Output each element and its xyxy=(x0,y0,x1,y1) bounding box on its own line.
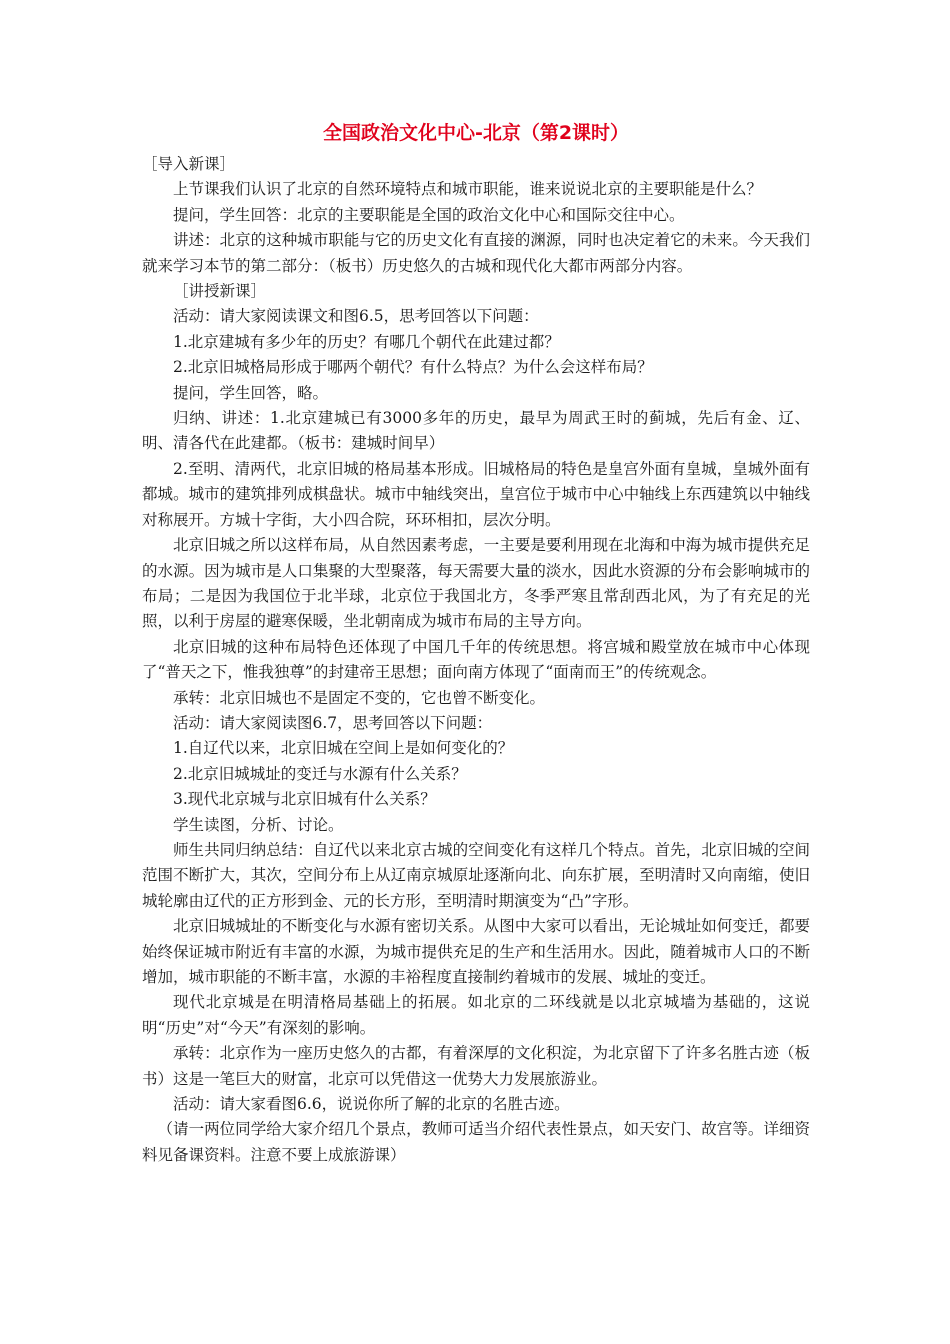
paragraph: 提问，学生回答：北京的主要职能是全国的政治文化中心和国际交往中心。 xyxy=(173,205,685,224)
paragraph: 活动：请大家看图6.6，说说你所了解的北京的名胜古迹。 xyxy=(173,1095,570,1114)
paragraph: 3.现代北京城与北京旧城有什么关系？ xyxy=(173,790,436,809)
paragraph: ［导入新课］ xyxy=(142,155,236,173)
paragraph: 2.北京旧城格局形成于哪两个朝代？有什么特点？为什么会这样布局？ xyxy=(173,358,653,377)
paragraph: 承转：北京旧城也不是固定不变的，它也曾不断变化。 xyxy=(173,688,546,707)
paragraph: 北京旧城之所以这样布局，从自然因素考虑，一主要是要利用现在北海和中海为城市提供充足的水源。因为城市是人口集聚的大型聚落，每天需要大量的淡水，因此水资源的分布会影响城市的布局；二是因为我国位于北半球，北京位于我国北方，冬季严寒且常刮西北风，为了有充足的光照，以利于房屋的避寒保暖，坐北朝南成为城市布局的主导方向。 xyxy=(142,536,810,631)
document-body xyxy=(142,152,810,1168)
paragraph: 活动：请大家阅读图6.7，思考回答以下问题： xyxy=(173,713,493,732)
paragraph: 活动：请大家阅读课文和图6.5，思考回答以下问题： xyxy=(173,307,539,326)
paragraph: 讲述：北京的这种城市职能与它的历史文化有直接的渊源，同时也决定着它的未来。今天我们就来学习本节的第二部分：（板书）历史悠久的古城和现代化大都市两部分内容。 xyxy=(142,231,810,275)
paragraph: 提问，学生回答，略。 xyxy=(173,383,329,402)
paragraph: ［讲授新课］ xyxy=(173,282,267,301)
paragraph: （请一两位同学给大家介绍几个景点，教师可适当介绍代表性景点，如天安门、故宫等。详细资料见备课资料。注意不要上成旅游课） xyxy=(142,1120,810,1164)
paragraph: 北京旧城城址的不断变化与水源有密切关系。从图中大家可以看出，无论城址如何变迁，都要始终保证城市附近有丰富的水源，为城市提供充足的生产和生活用水。因此，随着城市人口的不断增加，城市职能的不断丰富，水源的丰裕程度直接制约着城市的发展、城址的变迁。 xyxy=(142,917,810,986)
paragraph: 现代北京城是在明清格局基础上的拓展。如北京的二环线就是以北京城墙为基础的，这说明“历史”对“今天”有深刻的影响。 xyxy=(142,993,810,1037)
paragraph: 学生读图，分析、讨论。 xyxy=(173,815,344,834)
paragraph: 上节课我们认识了北京的自然环境特点和城市职能，谁来说说北京的主要职能是什么？ xyxy=(173,180,763,199)
paragraph: 2.至明、清两代，北京旧城的格局基本形成。旧城格局的特色是皇宫外面有皇城，皇城外面有都城。城市的建筑排列成棋盘状。城市中轴线突出，皇宫位于城市中心中轴线上东西建筑以中轴线对称展开。方城十字街，大小四合院，环环相扣，层次分明。 xyxy=(142,459,810,529)
paragraph: 1.北京建城有多少年的历史？有哪几个朝代在此建过都？ xyxy=(173,332,560,351)
paragraph: 1.自辽代以来，北京旧城在空间上是如何变化的？ xyxy=(173,739,514,758)
paragraph: 归纳、讲述：1.北京建城已有3000多年的历史，最早为周武王时的蓟城，先后有金、辽、明、清各代在此建都。（板书：建城时间早） xyxy=(142,409,810,453)
document-page xyxy=(142,120,810,1168)
paragraph: 师生共同归纳总结：自辽代以来北京古城的空间变化有这样几个特点。首先，北京旧城的空间范围不断扩大，其次，空间分布上从辽南京城原址逐渐向北、向东扩展，至明清时又向南缩，使旧城轮廓由辽代的正方形到金、元的长方形，至明清时期演变为“凸”字形。 xyxy=(142,840,810,910)
paragraph: 北京旧城的这种布局特色还体现了中国几千年的传统思想。将宫城和殿堂放在城市中心体现了“普天之下，惟我独尊”的封建帝王思想；面向南方体现了“面南而王”的传统观念。 xyxy=(142,637,810,682)
document-title: 全国政治文化中心-北京（第2课时） xyxy=(322,122,630,144)
paragraph: 2.北京旧城城址的变迁与水源有什么关系？ xyxy=(173,764,467,783)
paragraph: 承转：北京作为一座历史悠久的古都，有着深厚的文化积淀，为北京留下了许多名胜古迹（板书）这是一笔巨大的财富，北京可以凭借这一优势大力发展旅游业。 xyxy=(142,1044,810,1088)
